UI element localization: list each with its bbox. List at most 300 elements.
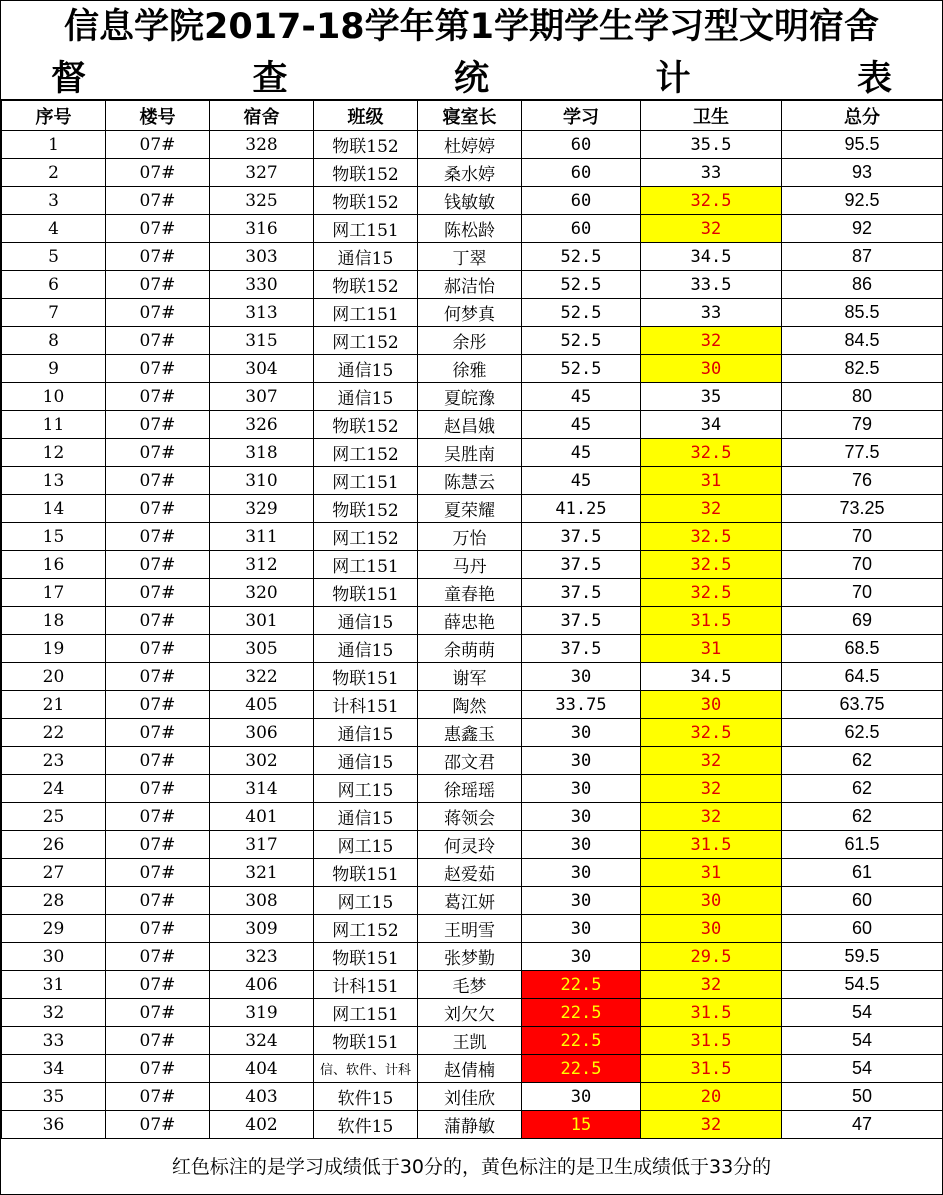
cell-index[interactable]: 5 [2, 243, 106, 271]
cell-dorm[interactable]: 319 [210, 999, 314, 1027]
cell-index[interactable]: 11 [2, 411, 106, 439]
cell-dorm[interactable]: 403 [210, 1083, 314, 1111]
cell-leader[interactable]: 何梦真 [418, 299, 522, 327]
cell-class[interactable]: 通信15 [314, 803, 418, 831]
cell-dorm[interactable]: 318 [210, 439, 314, 467]
cell-dorm[interactable]: 311 [210, 523, 314, 551]
cell-class[interactable]: 通信15 [314, 383, 418, 411]
cell-class[interactable]: 网工152 [314, 915, 418, 943]
cell-index[interactable]: 15 [2, 523, 106, 551]
cell-building[interactable]: 07# [106, 1111, 210, 1139]
cell-building[interactable]: 07# [106, 243, 210, 271]
cell-study[interactable]: 52.5 [522, 299, 641, 327]
cell-index[interactable]: 14 [2, 495, 106, 523]
cell-total[interactable]: 93 [782, 159, 943, 187]
cell-total[interactable]: 47 [782, 1111, 943, 1139]
cell-building[interactable]: 07# [106, 215, 210, 243]
cell-study[interactable]: 60 [522, 187, 641, 215]
cell-total[interactable]: 70 [782, 579, 943, 607]
cell-class[interactable]: 网工151 [314, 467, 418, 495]
cell-leader[interactable]: 刘佳欣 [418, 1083, 522, 1111]
cell-hygiene[interactable]: 32 [641, 775, 782, 803]
cell-building[interactable]: 07# [106, 859, 210, 887]
cell-hygiene[interactable]: 32 [641, 971, 782, 999]
cell-dorm[interactable]: 317 [210, 831, 314, 859]
cell-total[interactable]: 62 [782, 775, 943, 803]
cell-index[interactable]: 22 [2, 719, 106, 747]
cell-building[interactable]: 07# [106, 523, 210, 551]
cell-index[interactable]: 10 [2, 383, 106, 411]
cell-hygiene[interactable]: 32.5 [641, 579, 782, 607]
cell-class[interactable]: 物联151 [314, 943, 418, 971]
cell-class[interactable]: 通信15 [314, 607, 418, 635]
cell-leader[interactable]: 余萌萌 [418, 635, 522, 663]
cell-building[interactable]: 07# [106, 327, 210, 355]
cell-dorm[interactable]: 302 [210, 747, 314, 775]
cell-dorm[interactable]: 402 [210, 1111, 314, 1139]
cell-dorm[interactable]: 316 [210, 215, 314, 243]
cell-leader[interactable]: 陈松龄 [418, 215, 522, 243]
cell-building[interactable]: 07# [106, 803, 210, 831]
cell-hygiene[interactable]: 31.5 [641, 831, 782, 859]
cell-index[interactable]: 2 [2, 159, 106, 187]
cell-total[interactable]: 64.5 [782, 663, 943, 691]
cell-study[interactable]: 30 [522, 775, 641, 803]
cell-total[interactable]: 60 [782, 915, 943, 943]
cell-total[interactable]: 87 [782, 243, 943, 271]
cell-leader[interactable]: 陶然 [418, 691, 522, 719]
header-cell-building: 楼号 [106, 100, 210, 131]
cell-dorm[interactable]: 326 [210, 411, 314, 439]
cell-hygiene[interactable]: 32.5 [641, 719, 782, 747]
cell-hygiene[interactable]: 31 [641, 467, 782, 495]
cell-index[interactable]: 24 [2, 775, 106, 803]
cell-total[interactable]: 84.5 [782, 327, 943, 355]
cell-index[interactable]: 33 [2, 1027, 106, 1055]
cell-class[interactable]: 通信15 [314, 635, 418, 663]
cell-dorm[interactable]: 305 [210, 635, 314, 663]
cell-total[interactable]: 54 [782, 1055, 943, 1083]
table-row [2, 663, 943, 691]
cell-total[interactable]: 70 [782, 551, 943, 579]
cell-hygiene[interactable]: 32 [641, 803, 782, 831]
cell-building[interactable]: 07# [106, 691, 210, 719]
cell-study[interactable]: 37.5 [522, 579, 641, 607]
cell-leader[interactable]: 陈慧云 [418, 467, 522, 495]
cell-total[interactable]: 80 [782, 383, 943, 411]
cell-hygiene[interactable]: 31.5 [641, 999, 782, 1027]
cell-leader[interactable]: 蒲静敏 [418, 1111, 522, 1139]
cell-dorm[interactable]: 303 [210, 243, 314, 271]
cell-hygiene[interactable]: 35.5 [641, 131, 782, 159]
cell-class[interactable]: 物联152 [314, 131, 418, 159]
cell-study[interactable]: 60 [522, 215, 641, 243]
cell-study[interactable]: 45 [522, 383, 641, 411]
cell-total[interactable]: 82.5 [782, 355, 943, 383]
cell-hygiene[interactable]: 30 [641, 355, 782, 383]
cell-study[interactable]: 60 [522, 131, 641, 159]
cell-hygiene[interactable]: 32.5 [641, 439, 782, 467]
cell-building[interactable]: 07# [106, 747, 210, 775]
cell-dorm[interactable]: 330 [210, 271, 314, 299]
cell-study[interactable]: 41.25 [522, 495, 641, 523]
cell-hygiene[interactable]: 32.5 [641, 523, 782, 551]
cell-dorm[interactable]: 405 [210, 691, 314, 719]
cell-building[interactable]: 07# [106, 915, 210, 943]
cell-building[interactable]: 07# [106, 1027, 210, 1055]
cell-index[interactable]: 23 [2, 747, 106, 775]
cell-building[interactable]: 07# [106, 775, 210, 803]
cell-study[interactable]: 30 [522, 887, 641, 915]
cell-index[interactable]: 12 [2, 439, 106, 467]
cell-leader[interactable]: 夏皖豫 [418, 383, 522, 411]
table-row [2, 887, 943, 915]
cell-hygiene[interactable]: 32 [641, 215, 782, 243]
cell-study[interactable]: 37.5 [522, 523, 641, 551]
cell-leader[interactable]: 何灵玲 [418, 831, 522, 859]
cell-building[interactable]: 07# [106, 551, 210, 579]
table-row [2, 243, 943, 271]
table-row [2, 635, 943, 663]
cell-total[interactable]: 76 [782, 467, 943, 495]
table-row [2, 131, 943, 159]
cell-leader[interactable]: 王明雪 [418, 915, 522, 943]
cell-building[interactable]: 07# [106, 299, 210, 327]
cell-study[interactable]: 30 [522, 663, 641, 691]
cell-building[interactable]: 07# [106, 579, 210, 607]
cell-leader[interactable]: 丁翠 [418, 243, 522, 271]
cell-class[interactable]: 网工15 [314, 775, 418, 803]
cell-index[interactable]: 30 [2, 943, 106, 971]
cell-study[interactable]: 15 [522, 1111, 641, 1139]
cell-total[interactable]: 62.5 [782, 719, 943, 747]
cell-leader[interactable]: 郝洁怡 [418, 271, 522, 299]
cell-building[interactable]: 07# [106, 719, 210, 747]
cell-hygiene[interactable]: 32 [641, 327, 782, 355]
cell-leader[interactable]: 蒋领会 [418, 803, 522, 831]
cell-class[interactable]: 计科151 [314, 971, 418, 999]
cell-leader[interactable]: 惠鑫玉 [418, 719, 522, 747]
cell-total[interactable]: 63.75 [782, 691, 943, 719]
cell-index[interactable]: 18 [2, 607, 106, 635]
cell-leader[interactable]: 薛忠艳 [418, 607, 522, 635]
cell-hygiene[interactable]: 33 [641, 299, 782, 327]
cell-leader[interactable]: 余彤 [418, 327, 522, 355]
cell-leader[interactable]: 桑水婷 [418, 159, 522, 187]
cell-building[interactable]: 07# [106, 495, 210, 523]
cell-study[interactable]: 52.5 [522, 355, 641, 383]
cell-index[interactable]: 29 [2, 915, 106, 943]
cell-building[interactable]: 07# [106, 943, 210, 971]
cell-total[interactable]: 61.5 [782, 831, 943, 859]
cell-building[interactable]: 07# [106, 187, 210, 215]
cell-hygiene[interactable]: 34.5 [641, 663, 782, 691]
cell-leader[interactable]: 毛梦 [418, 971, 522, 999]
cell-class[interactable]: 网工15 [314, 887, 418, 915]
cell-class[interactable]: 物联151 [314, 579, 418, 607]
cell-index[interactable]: 31 [2, 971, 106, 999]
cell-total[interactable]: 69 [782, 607, 943, 635]
cell-study[interactable]: 30 [522, 803, 641, 831]
cell-dorm[interactable]: 314 [210, 775, 314, 803]
header-cell-class: 班级 [314, 100, 418, 131]
cell-leader[interactable]: 徐瑶瑶 [418, 775, 522, 803]
cell-index[interactable]: 7 [2, 299, 106, 327]
cell-class[interactable]: 通信15 [314, 355, 418, 383]
cell-leader[interactable]: 夏荣耀 [418, 495, 522, 523]
cell-dorm[interactable]: 404 [210, 1055, 314, 1083]
cell-building[interactable]: 07# [106, 383, 210, 411]
cell-study[interactable]: 52.5 [522, 327, 641, 355]
cell-total[interactable]: 79 [782, 411, 943, 439]
cell-leader[interactable]: 童春艳 [418, 579, 522, 607]
cell-dorm[interactable]: 312 [210, 551, 314, 579]
cell-dorm[interactable]: 329 [210, 495, 314, 523]
cell-index[interactable]: 25 [2, 803, 106, 831]
cell-class[interactable]: 网工15 [314, 831, 418, 859]
cell-study[interactable]: 22.5 [522, 1027, 641, 1055]
cell-total[interactable]: 85.5 [782, 299, 943, 327]
cell-building[interactable]: 07# [106, 999, 210, 1027]
title-line-2 [1, 53, 942, 99]
cell-index[interactable]: 26 [2, 831, 106, 859]
table-row [2, 551, 943, 579]
cell-hygiene[interactable]: 31.5 [641, 1027, 782, 1055]
cell-hygiene[interactable]: 31.5 [641, 607, 782, 635]
cell-dorm[interactable]: 322 [210, 663, 314, 691]
cell-total[interactable]: 62 [782, 803, 943, 831]
cell-building[interactable]: 07# [106, 159, 210, 187]
cell-hygiene[interactable]: 34 [641, 411, 782, 439]
cell-dorm[interactable]: 301 [210, 607, 314, 635]
cell-dorm[interactable]: 320 [210, 579, 314, 607]
cell-class[interactable]: 物联151 [314, 663, 418, 691]
cell-index[interactable]: 1 [2, 131, 106, 159]
cell-building[interactable]: 07# [106, 439, 210, 467]
cell-hygiene[interactable]: 31 [641, 635, 782, 663]
cell-class[interactable]: 物联152 [314, 159, 418, 187]
cell-building[interactable]: 07# [106, 607, 210, 635]
cell-hygiene[interactable]: 32.5 [641, 551, 782, 579]
cell-hygiene[interactable]: 20 [641, 1083, 782, 1111]
cell-study[interactable]: 45 [522, 439, 641, 467]
cell-total[interactable]: 54 [782, 1027, 943, 1055]
cell-study[interactable]: 52.5 [522, 243, 641, 271]
cell-hygiene[interactable]: 30 [641, 887, 782, 915]
cell-leader[interactable]: 万怡 [418, 523, 522, 551]
cell-building[interactable]: 07# [106, 131, 210, 159]
cell-index[interactable]: 28 [2, 887, 106, 915]
cell-leader[interactable]: 钱敏敏 [418, 187, 522, 215]
cell-study[interactable]: 30 [522, 915, 641, 943]
cell-dorm[interactable]: 321 [210, 859, 314, 887]
cell-study[interactable]: 30 [522, 719, 641, 747]
cell-class[interactable]: 通信15 [314, 747, 418, 775]
cell-leader[interactable]: 张梦勤 [418, 943, 522, 971]
cell-hygiene[interactable]: 29.5 [641, 943, 782, 971]
cell-dorm[interactable]: 310 [210, 467, 314, 495]
cell-index[interactable]: 9 [2, 355, 106, 383]
cell-study[interactable]: 37.5 [522, 635, 641, 663]
cell-class[interactable]: 物联152 [314, 187, 418, 215]
cell-leader[interactable]: 吴胜南 [418, 439, 522, 467]
cell-dorm[interactable]: 327 [210, 159, 314, 187]
cell-class[interactable]: 信、软件、计科 [314, 1055, 418, 1083]
cell-class[interactable]: 通信15 [314, 243, 418, 271]
cell-class[interactable]: 通信15 [314, 719, 418, 747]
cell-study[interactable]: 45 [522, 467, 641, 495]
cell-dorm[interactable]: 328 [210, 131, 314, 159]
cell-hygiene[interactable]: 30 [641, 915, 782, 943]
cell-dorm[interactable]: 325 [210, 187, 314, 215]
cell-total[interactable]: 73.25 [782, 495, 943, 523]
cell-study[interactable]: 22.5 [522, 1055, 641, 1083]
cell-building[interactable]: 07# [106, 355, 210, 383]
cell-building[interactable]: 07# [106, 663, 210, 691]
cell-hygiene[interactable]: 32 [641, 495, 782, 523]
cell-dorm[interactable]: 308 [210, 887, 314, 915]
cell-index[interactable]: 4 [2, 215, 106, 243]
cell-index[interactable]: 19 [2, 635, 106, 663]
cell-class[interactable]: 网工151 [314, 299, 418, 327]
cell-class[interactable]: 软件15 [314, 1083, 418, 1111]
cell-study[interactable]: 22.5 [522, 971, 641, 999]
cell-total[interactable]: 54.5 [782, 971, 943, 999]
cell-index[interactable]: 8 [2, 327, 106, 355]
cell-study[interactable]: 37.5 [522, 551, 641, 579]
cell-total[interactable]: 54 [782, 999, 943, 1027]
cell-study[interactable]: 30 [522, 831, 641, 859]
cell-index[interactable]: 32 [2, 999, 106, 1027]
cell-leader[interactable]: 赵爱茹 [418, 859, 522, 887]
cell-study[interactable]: 30 [522, 943, 641, 971]
cell-class[interactable]: 软件15 [314, 1111, 418, 1139]
cell-dorm[interactable]: 304 [210, 355, 314, 383]
cell-total[interactable]: 60 [782, 887, 943, 915]
cell-class[interactable]: 网工151 [314, 999, 418, 1027]
cell-index[interactable]: 17 [2, 579, 106, 607]
cell-dorm[interactable]: 315 [210, 327, 314, 355]
cell-study[interactable]: 37.5 [522, 607, 641, 635]
cell-class[interactable]: 网工151 [314, 215, 418, 243]
cell-class[interactable]: 物联152 [314, 411, 418, 439]
cell-total[interactable]: 62 [782, 747, 943, 775]
cell-study[interactable]: 30 [522, 859, 641, 887]
cell-index[interactable]: 27 [2, 859, 106, 887]
cell-building[interactable]: 07# [106, 635, 210, 663]
cell-total[interactable]: 59.5 [782, 943, 943, 971]
cell-hygiene[interactable]: 32 [641, 1111, 782, 1139]
cell-study[interactable]: 22.5 [522, 999, 641, 1027]
cell-class[interactable]: 计科151 [314, 691, 418, 719]
cell-building[interactable]: 07# [106, 971, 210, 999]
cell-study[interactable]: 52.5 [522, 271, 641, 299]
cell-class[interactable]: 网工152 [314, 327, 418, 355]
cell-class[interactable]: 网工152 [314, 523, 418, 551]
cell-class[interactable]: 网工152 [314, 439, 418, 467]
cell-dorm[interactable]: 323 [210, 943, 314, 971]
cell-index[interactable]: 20 [2, 663, 106, 691]
cell-total[interactable]: 92.5 [782, 187, 943, 215]
table-row [2, 299, 943, 327]
cell-total[interactable]: 68.5 [782, 635, 943, 663]
cell-class[interactable]: 物联152 [314, 495, 418, 523]
cell-index[interactable]: 13 [2, 467, 106, 495]
table-row [2, 607, 943, 635]
cell-index[interactable]: 35 [2, 1083, 106, 1111]
cell-index[interactable]: 16 [2, 551, 106, 579]
cell-dorm[interactable]: 306 [210, 719, 314, 747]
cell-total[interactable]: 50 [782, 1083, 943, 1111]
cell-total[interactable]: 95.5 [782, 131, 943, 159]
cell-leader[interactable]: 邵文君 [418, 747, 522, 775]
cell-leader[interactable]: 徐雅 [418, 355, 522, 383]
cell-class[interactable]: 物联152 [314, 271, 418, 299]
cell-leader[interactable]: 刘欠欠 [418, 999, 522, 1027]
cell-total[interactable]: 77.5 [782, 439, 943, 467]
cell-leader[interactable]: 马丹 [418, 551, 522, 579]
cell-leader[interactable]: 王凯 [418, 1027, 522, 1055]
cell-study[interactable]: 33.75 [522, 691, 641, 719]
cell-hygiene[interactable]: 31 [641, 859, 782, 887]
cell-total[interactable]: 92 [782, 215, 943, 243]
cell-building[interactable]: 07# [106, 411, 210, 439]
cell-index[interactable]: 21 [2, 691, 106, 719]
cell-building[interactable]: 07# [106, 1083, 210, 1111]
cell-hygiene[interactable]: 31.5 [641, 1055, 782, 1083]
cell-dorm[interactable]: 309 [210, 915, 314, 943]
cell-hygiene[interactable]: 32 [641, 747, 782, 775]
cell-hygiene[interactable]: 35 [641, 383, 782, 411]
cell-index[interactable]: 6 [2, 271, 106, 299]
cell-building[interactable]: 07# [106, 271, 210, 299]
cell-dorm[interactable]: 307 [210, 383, 314, 411]
cell-hygiene[interactable]: 34.5 [641, 243, 782, 271]
cell-leader[interactable]: 谢军 [418, 663, 522, 691]
cell-study[interactable]: 30 [522, 1083, 641, 1111]
cell-dorm[interactable]: 324 [210, 1027, 314, 1055]
cell-building[interactable]: 07# [106, 887, 210, 915]
cell-dorm[interactable]: 313 [210, 299, 314, 327]
table-row [2, 579, 943, 607]
cell-total[interactable]: 61 [782, 859, 943, 887]
cell-index[interactable]: 34 [2, 1055, 106, 1083]
cell-leader[interactable]: 赵昌娥 [418, 411, 522, 439]
cell-class[interactable]: 网工151 [314, 551, 418, 579]
cell-hygiene[interactable]: 33 [641, 159, 782, 187]
cell-building[interactable]: 07# [106, 1055, 210, 1083]
cell-dorm[interactable]: 406 [210, 971, 314, 999]
cell-building[interactable]: 07# [106, 467, 210, 495]
cell-leader[interactable]: 葛江妍 [418, 887, 522, 915]
cell-study[interactable]: 60 [522, 159, 641, 187]
cell-total[interactable]: 70 [782, 523, 943, 551]
cell-total[interactable]: 86 [782, 271, 943, 299]
cell-index[interactable]: 36 [2, 1111, 106, 1139]
cell-class[interactable]: 物联151 [314, 859, 418, 887]
cell-index[interactable]: 3 [2, 187, 106, 215]
cell-study[interactable]: 45 [522, 411, 641, 439]
cell-class[interactable]: 物联151 [314, 1027, 418, 1055]
cell-hygiene[interactable]: 33.5 [641, 271, 782, 299]
cell-building[interactable]: 07# [106, 831, 210, 859]
cell-hygiene[interactable]: 30 [641, 691, 782, 719]
cell-dorm[interactable]: 401 [210, 803, 314, 831]
cell-hygiene[interactable]: 32.5 [641, 187, 782, 215]
cell-study[interactable]: 30 [522, 747, 641, 775]
cell-leader[interactable]: 赵倩楠 [418, 1055, 522, 1083]
cell-leader[interactable]: 杜婷婷 [418, 131, 522, 159]
